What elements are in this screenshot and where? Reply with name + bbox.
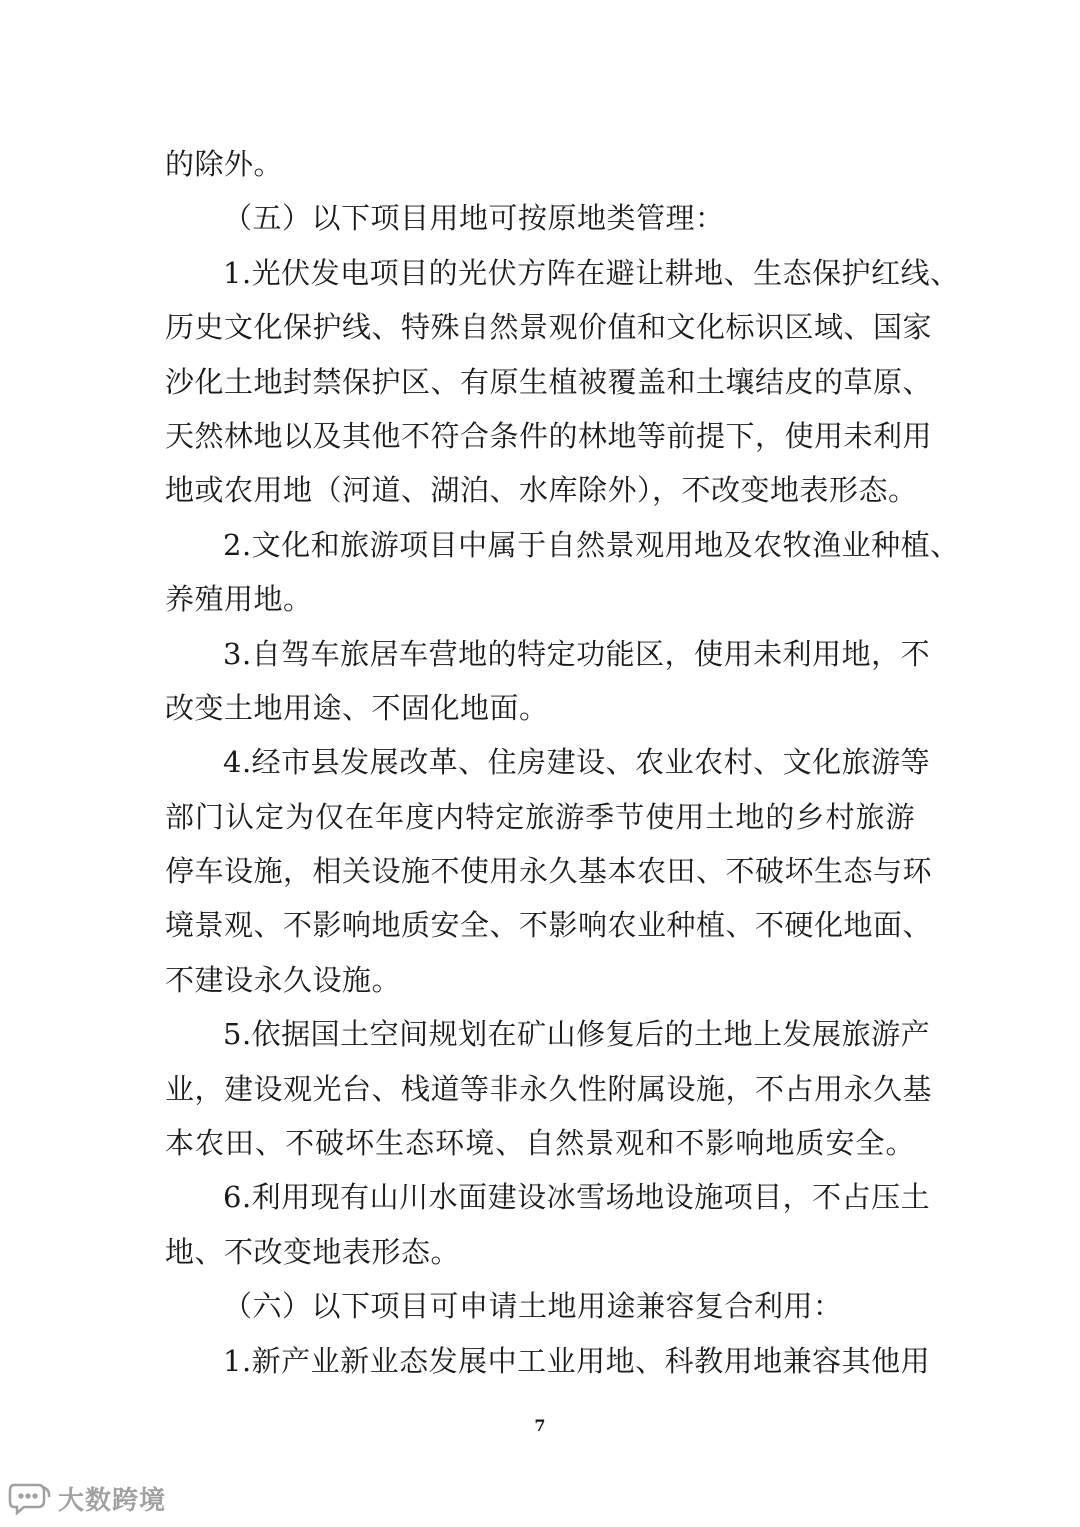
text-line: 不建设永久设施。 [165,962,402,997]
text-line: 部门认定为仅在年度内特定旅游季节使用土地的乡村旅游 [165,799,915,834]
text-line: 天然林地以及其他不符合条件的林地等前提下，使用未利用 [165,418,933,453]
text-line: 养殖用地。 [165,582,313,617]
watermark-text: 大数跨境 [58,1485,167,1516]
text-line: 停车设施，相关设施不使用永久基本农田、不破坏生态与环 [165,854,933,889]
text-line: 境景观、不影响地质安全、不影响农业种植、不硬化地面、 [165,908,933,943]
text-line: 本农田、不破坏生态环境、自然景观和不影响地质安全。 [165,1126,915,1161]
text-line: 3.自驾车旅居车营地的特定功能区，使用未利用地，不 [223,636,931,671]
body-text [165,137,960,1388]
text-line: 2.文化和旅游项目中属于自然景观用地及农牧渔业种植、 [223,527,960,562]
text-line: 1.新产业新业态发展中工业用地、科教用地兼容其他用 [223,1343,931,1378]
text-line: 6.利用现有山川水面建设冰雪场地设施项目，不占压土 [223,1180,931,1215]
text-line: 4.经市县发展改革、住房建设、农业农村、文化旅游等 [223,745,931,780]
text-line: 业，建设观光台、栈道等非永久性附属设施，不占用永久基 [165,1071,933,1106]
section-heading: （五）以下项目用地可按原地类管理： [223,201,725,236]
chat-bubble-logo-icon [8,1481,52,1515]
text-line: 改变土地用途、不固化地面。 [165,690,549,725]
text-line: 5.依据国土空间规划在矿山修复后的土地上发展旅游产 [223,1017,931,1052]
text-line: 地或农用地（河道、湖泊、水库除外），不改变地表形态。 [165,473,918,508]
text-line: 地、不改变地表形态。 [165,1234,461,1269]
text-line: 的除外。 [165,147,284,181]
watermark [8,1478,166,1518]
text-line: 历史文化保护线、特殊自然景观价值和文化标识区域、国家 [165,310,933,345]
section-heading: （六）以下项目可申请土地用途兼容复合利用： [223,1289,843,1324]
page-number: 7 [534,1416,546,1435]
text-line: 沙化土地封禁保护区、有原生植被覆盖和土壤结皮的草原、 [165,364,933,399]
text-line: 1.光伏发电项目的光伏方阵在避让耕地、生态保护红线、 [223,255,960,290]
